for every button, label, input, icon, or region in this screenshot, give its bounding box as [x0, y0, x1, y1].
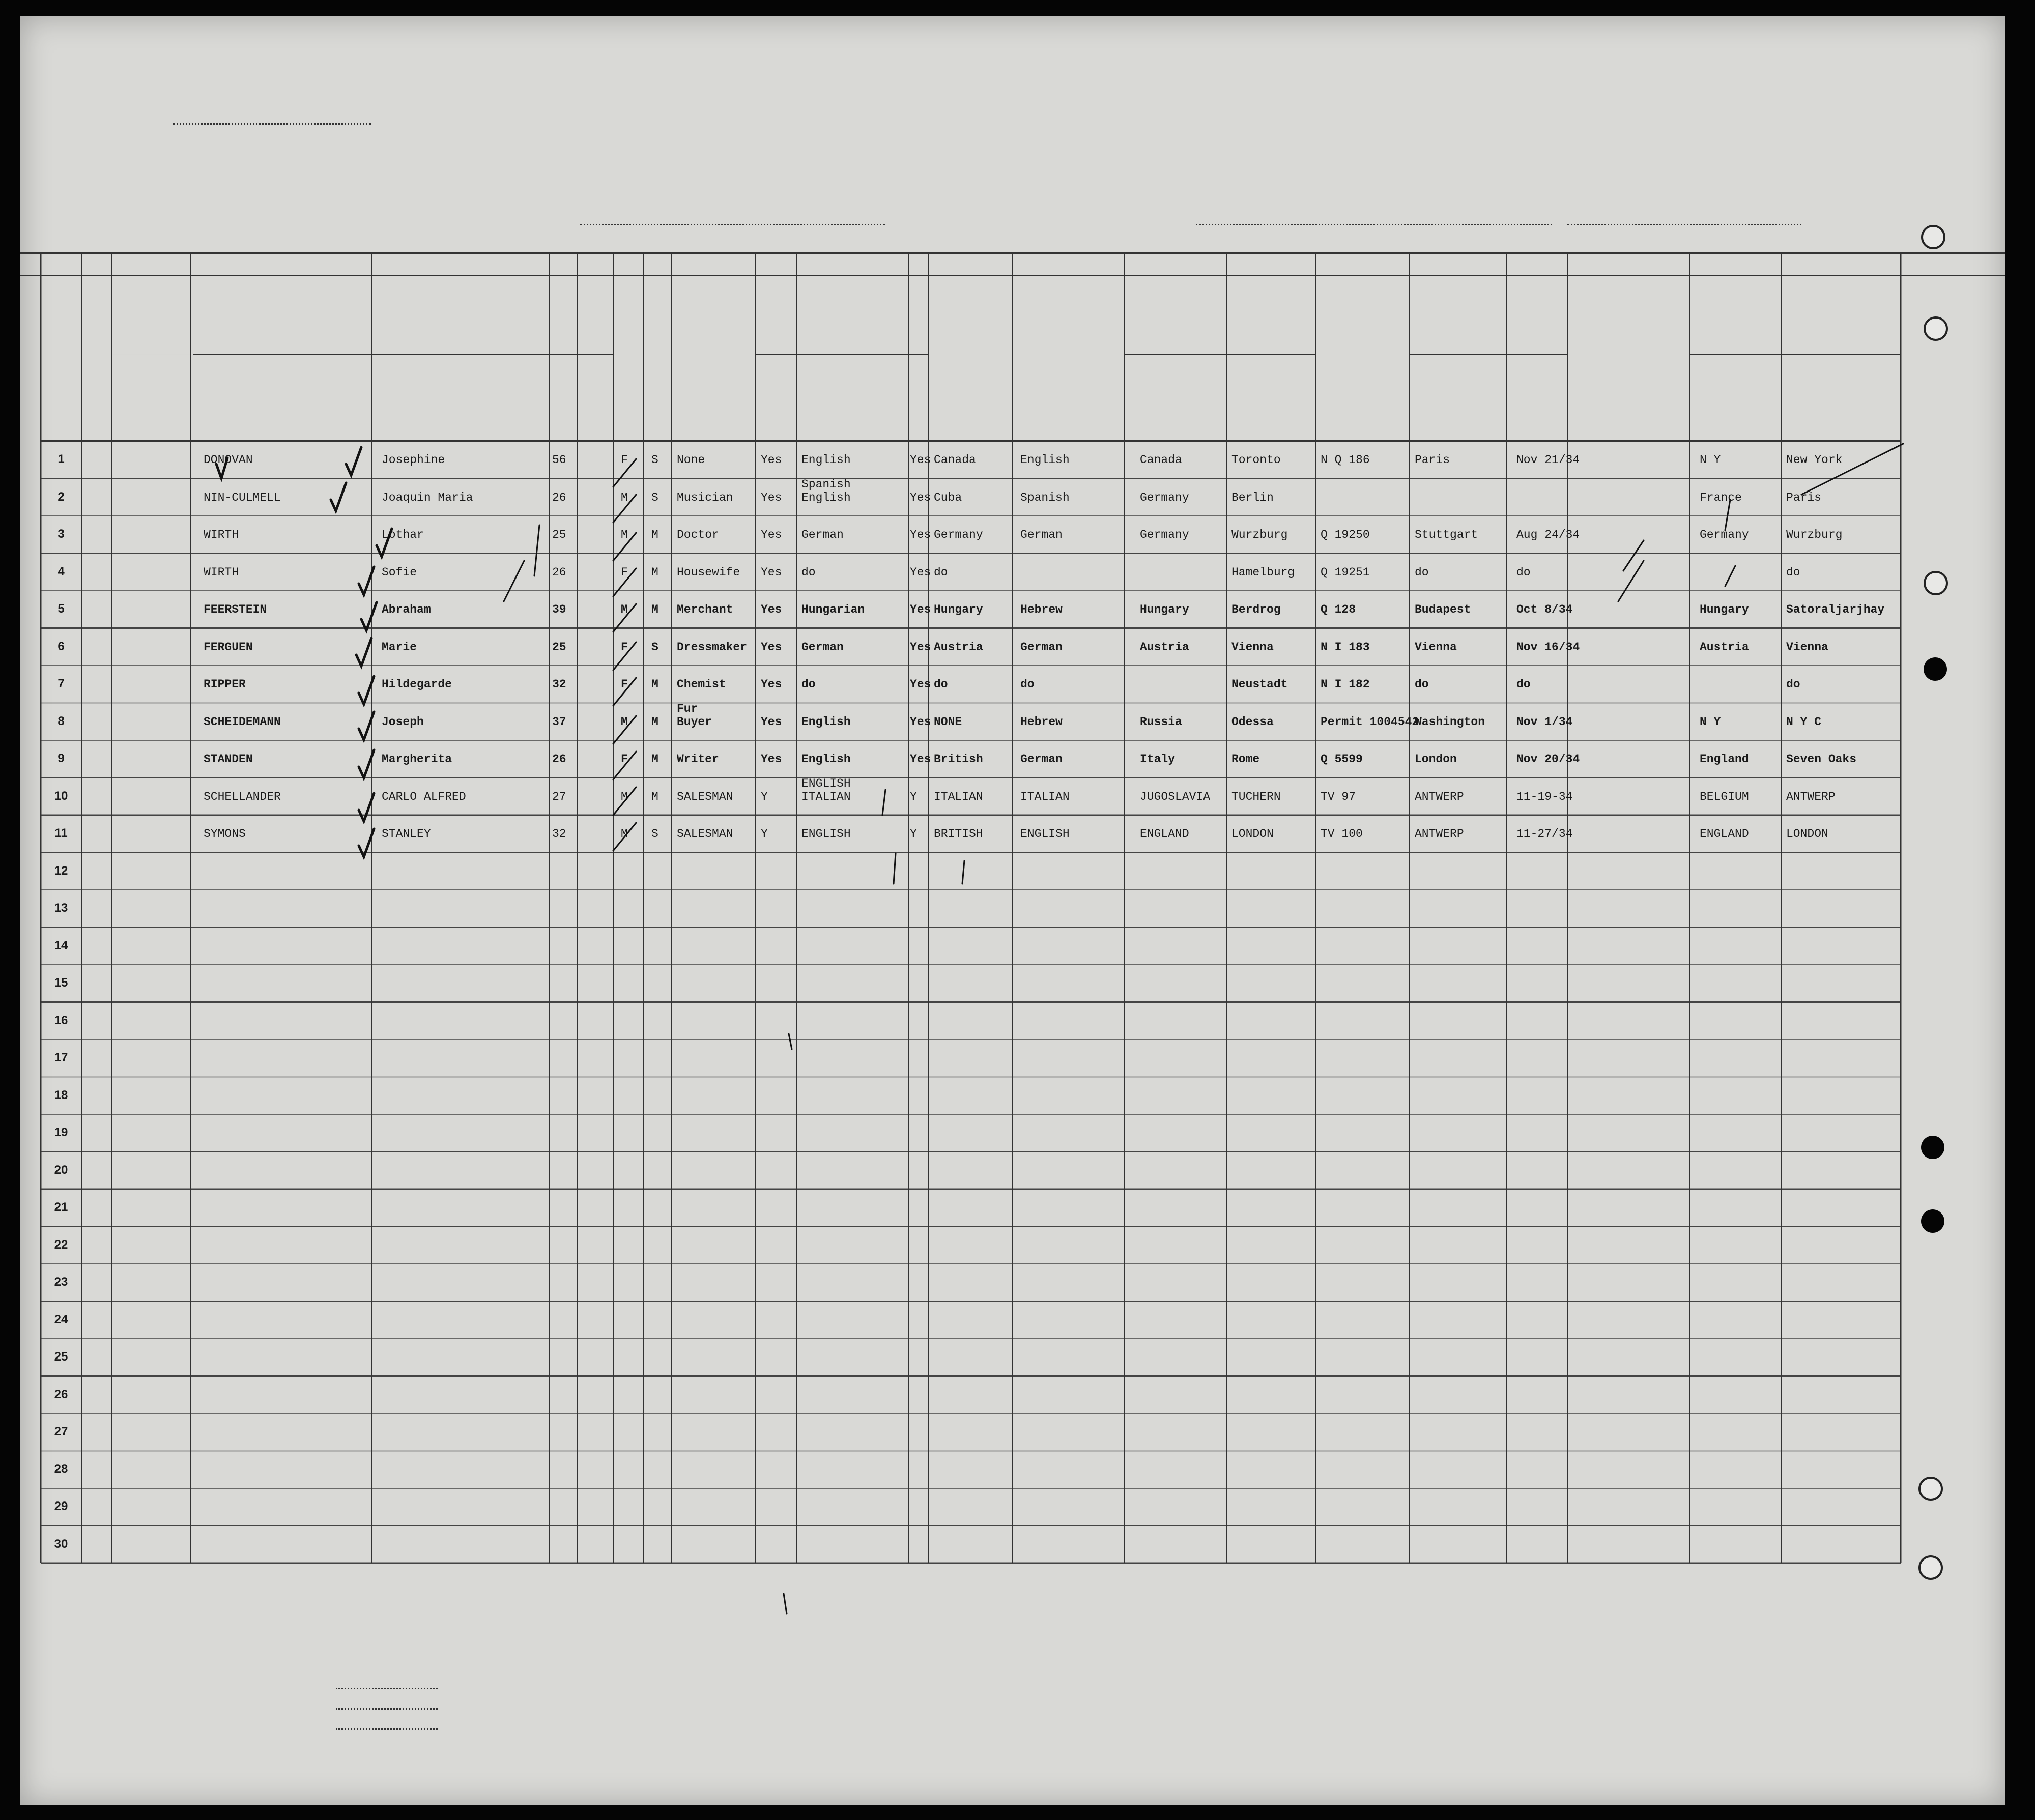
cell-age: 39 — [552, 603, 566, 616]
cell-write: Yes — [910, 453, 931, 467]
row-number: 19 — [54, 1125, 68, 1139]
pen-stroke — [359, 567, 374, 595]
cell-occupation: Dressmaker — [677, 640, 748, 654]
cell-family: SYMONS — [204, 827, 246, 841]
cell-res-city: Satoraljarjhay — [1786, 603, 1885, 616]
cell-language: Spanish English — [801, 477, 851, 504]
cell-issued-date: Nov 16/34 — [1516, 640, 1580, 654]
cell-age: 26 — [552, 490, 566, 504]
cell-write: Yes — [910, 490, 931, 504]
pen-stroke — [613, 459, 636, 487]
cell-sex: M — [621, 827, 628, 841]
cell-occupation: Merchant — [677, 603, 733, 616]
cell-res-country: ENGLAND — [1700, 827, 1749, 841]
cell-res-city: Vienna — [1786, 640, 1828, 654]
row-number: 12 — [54, 863, 68, 878]
pen-stroke — [359, 829, 374, 857]
cell-status: S — [651, 490, 658, 504]
pen-stroke — [789, 1034, 792, 1049]
cell-sex: F — [621, 678, 628, 691]
cell-read: Yes — [761, 453, 782, 467]
cell-birth-city: Vienna — [1231, 640, 1274, 654]
pen-stroke — [613, 823, 636, 851]
cell-family: SCHELLANDER — [204, 790, 281, 803]
cell-visa: Q 5599 — [1321, 753, 1363, 766]
pen-stroke — [613, 642, 636, 670]
cell-res-country: N Y — [1700, 453, 1721, 467]
cell-res-city: LONDON — [1786, 827, 1828, 841]
cell-read: Yes — [761, 603, 782, 616]
cell-visa: Q 128 — [1321, 603, 1356, 616]
cell-birth-city: Neustadt — [1231, 678, 1288, 691]
cell-status: M — [651, 790, 658, 803]
cell-issued-place: Budapest — [1415, 603, 1471, 616]
cell-occupation: Fur Buyer — [677, 702, 712, 729]
cell-visa: Q 19251 — [1321, 565, 1370, 579]
pen-stroke — [359, 712, 374, 740]
cell-birth-country: Hungary — [1140, 603, 1189, 616]
cell-status: M — [651, 565, 658, 579]
cell-write: Yes — [910, 715, 931, 729]
cell-nationality: do — [934, 678, 948, 691]
row-number: 8 — [58, 714, 65, 728]
cell-nationality: British — [934, 753, 983, 766]
cell-res-country: France — [1700, 490, 1742, 504]
cell-status: S — [651, 827, 658, 841]
cell-language: do — [801, 678, 816, 691]
cell-res-country: Austria — [1700, 640, 1749, 654]
pen-stroke — [613, 752, 636, 779]
cell-res-city: ANTWERP — [1786, 790, 1836, 803]
pen-stroke — [359, 676, 374, 704]
cell-read: Yes — [761, 753, 782, 766]
cell-nationality: do — [934, 565, 948, 579]
pen-stroke — [346, 447, 361, 475]
pen-stroke — [377, 529, 392, 557]
cell-birth-city: Hamelburg — [1231, 565, 1295, 579]
cell-status: M — [651, 753, 658, 766]
pen-stroke — [504, 561, 524, 601]
cell-nationality: Austria — [934, 640, 983, 654]
cell-age: 25 — [552, 640, 566, 654]
cell-given: Margherita — [382, 753, 452, 766]
cell-language: English — [801, 715, 851, 729]
cell-birth-country: Germany — [1140, 528, 1189, 541]
cell-occupation: Writer — [677, 753, 719, 766]
cell-given: Marie — [382, 640, 417, 654]
footer-line — [336, 1728, 438, 1730]
cell-res-city: Seven Oaks — [1786, 753, 1857, 766]
pen-stroke — [534, 525, 539, 576]
cell-language: German — [801, 640, 844, 654]
cell-race: German — [1020, 753, 1063, 766]
cell-issued-date: 11-19-34 — [1516, 790, 1573, 803]
cell-issued-place: Washington — [1415, 715, 1485, 729]
cell-nationality: BRITISH — [934, 827, 983, 841]
cell-res-city: Wurzburg — [1786, 528, 1843, 541]
cell-visa: N I 182 — [1321, 678, 1370, 691]
pen-stroke — [613, 787, 636, 815]
cell-visa: TV 97 — [1321, 790, 1356, 803]
cell-given: STANLEY — [382, 827, 431, 841]
cell-write: Y — [910, 827, 917, 841]
cell-language: ENGLISH — [801, 827, 851, 841]
cell-occupation: SALESMAN — [677, 827, 733, 841]
handwritten-marks — [20, 16, 2005, 1805]
cell-status: M — [651, 603, 658, 616]
cell-family: NIN-CULMELL — [204, 490, 281, 504]
cell-visa: N Q 186 — [1321, 453, 1370, 467]
cell-birth-city: TUCHERN — [1231, 790, 1281, 803]
cell-issued-date: Nov 1/34 — [1516, 715, 1573, 729]
row-number: 6 — [58, 639, 65, 653]
cell-occupation: Doctor — [677, 528, 719, 541]
cell-language: ENGLISH ITALIAN — [801, 776, 851, 803]
cell-nationality: ITALIAN — [934, 790, 983, 803]
cell-issued-place: ANTWERP — [1415, 790, 1464, 803]
cell-sex: M — [621, 715, 628, 729]
cell-age: 32 — [552, 827, 566, 841]
row-number: 16 — [54, 1013, 68, 1027]
row-number: 21 — [54, 1200, 68, 1214]
cell-issued-place: Stuttgart — [1415, 528, 1478, 541]
cell-given: Josephine — [382, 453, 445, 467]
row-number: 29 — [54, 1499, 68, 1513]
cell-birth-country: ENGLAND — [1140, 827, 1189, 841]
row-number: 26 — [54, 1387, 68, 1401]
cell-birth-country: Canada — [1140, 453, 1182, 467]
row-number: 22 — [54, 1237, 68, 1252]
cell-race: Hebrew — [1020, 715, 1063, 729]
pen-stroke — [613, 565, 636, 596]
cell-sex: F — [621, 565, 628, 579]
cell-birth-country: Austria — [1140, 640, 1189, 654]
cell-status: S — [651, 453, 658, 467]
pen-stroke — [361, 602, 377, 630]
cell-status: M — [651, 678, 658, 691]
cell-issued-date: 11-27/34 — [1516, 827, 1573, 841]
cell-nationality: NONE — [934, 715, 962, 729]
pen-stroke — [894, 853, 896, 884]
cell-age: 32 — [552, 678, 566, 691]
row-number: 14 — [54, 938, 68, 952]
row-number: 15 — [54, 976, 68, 990]
row-number: 7 — [58, 677, 65, 690]
cell-race: English — [1020, 453, 1070, 467]
pen-stroke — [359, 750, 374, 778]
cell-res-country: N Y — [1700, 715, 1721, 729]
pen-stroke — [1801, 444, 1903, 495]
row-number: 27 — [54, 1425, 68, 1438]
cell-write: Yes — [910, 678, 931, 691]
cell-write: Yes — [910, 640, 931, 654]
row-number: 17 — [54, 1051, 68, 1064]
cell-occupation: None — [677, 453, 705, 467]
cell-read: Yes — [761, 490, 782, 504]
pen-stroke — [1618, 561, 1644, 601]
cell-sex: F — [621, 753, 628, 766]
cell-read: Yes — [761, 565, 782, 579]
cell-age: 27 — [552, 790, 566, 803]
cell-family: WIRTH — [204, 528, 239, 541]
cell-nationality: Germany — [934, 528, 983, 541]
cell-read: Yes — [761, 640, 782, 654]
cell-write: Yes — [910, 528, 931, 541]
cell-race: Hebrew — [1020, 603, 1063, 616]
cell-issued-place: London — [1415, 753, 1457, 766]
cell-race: German — [1020, 528, 1063, 541]
cell-birth-country: Germany — [1140, 490, 1189, 504]
cell-nationality: Hungary — [934, 603, 983, 616]
cell-issued-date: do — [1516, 565, 1531, 579]
cell-family: RIPPER — [204, 678, 246, 691]
cell-issued-place: do — [1415, 565, 1429, 579]
cell-race: ITALIAN — [1020, 790, 1070, 803]
cell-birth-city: Odessa — [1231, 715, 1274, 729]
row-number: 3 — [58, 527, 65, 541]
cell-read: Yes — [761, 528, 782, 541]
cell-sex: M — [621, 490, 628, 504]
manifest-sheet — [20, 16, 2005, 1805]
pen-stroke — [613, 678, 636, 706]
cell-issued-date: do — [1516, 678, 1531, 691]
cell-visa: TV 100 — [1321, 827, 1363, 841]
cell-issued-place: ANTWERP — [1415, 827, 1464, 841]
cell-read: Yes — [761, 678, 782, 691]
row-number: 30 — [54, 1537, 68, 1551]
cell-write: Y — [910, 790, 917, 803]
cell-res-city: New York — [1786, 453, 1843, 467]
cell-family: SCHEIDEMANN — [204, 715, 281, 729]
cell-nationality: Canada — [934, 453, 976, 467]
cell-read: Y — [761, 827, 768, 841]
cell-sex: M — [621, 790, 628, 803]
pen-stroke — [613, 495, 636, 523]
pen-stroke — [1725, 566, 1735, 586]
cell-read: Y — [761, 790, 768, 803]
cell-issued-place: do — [1415, 678, 1429, 691]
pen-stroke — [613, 533, 636, 561]
cell-birth-city: Wurzburg — [1231, 528, 1288, 541]
footer-line — [336, 1708, 438, 1710]
cell-family: DONOVAN — [204, 453, 253, 467]
cell-birth-city: Berlin — [1231, 490, 1274, 504]
cell-visa: N I 183 — [1321, 640, 1370, 654]
cell-sex: M — [621, 528, 628, 541]
cell-language: German — [801, 528, 844, 541]
cell-sex: F — [621, 453, 628, 467]
cell-issued-date: Oct 8/34 — [1516, 603, 1573, 616]
cell-res-country: England — [1700, 753, 1749, 766]
cell-birth-country: Russia — [1140, 715, 1182, 729]
cell-language: do — [801, 565, 816, 579]
pen-stroke — [359, 793, 374, 821]
cell-nationality: Cuba — [934, 490, 962, 504]
row-number: 2 — [58, 489, 65, 504]
cell-age: 25 — [552, 528, 566, 541]
cell-given: Sofie — [382, 565, 417, 579]
cell-res-city: N Y C — [1786, 715, 1822, 729]
cell-occupation: Chemist — [677, 678, 726, 691]
cell-family: FEERSTEIN — [204, 603, 267, 616]
cell-birth-country: Italy — [1140, 753, 1176, 766]
cell-birth-city: Toronto — [1231, 453, 1281, 467]
row-number: 10 — [54, 789, 68, 803]
cell-write: Yes — [910, 603, 931, 616]
cell-age: 26 — [552, 565, 566, 579]
cell-given: Joseph — [382, 715, 424, 729]
row-number: 1 — [58, 452, 65, 466]
cell-read: Yes — [761, 715, 782, 729]
pen-stroke — [1725, 500, 1730, 530]
row-number: 25 — [54, 1350, 68, 1364]
cell-res-country: Germany — [1700, 528, 1749, 541]
pen-stroke — [613, 716, 636, 744]
cell-given: Lothar — [382, 528, 424, 541]
row-number: 23 — [54, 1275, 68, 1289]
cell-family: FERGUEN — [204, 640, 253, 654]
cell-issued-date: Aug 24/34 — [1516, 528, 1580, 541]
pen-stroke — [613, 604, 636, 632]
cell-birth-city: LONDON — [1231, 827, 1274, 841]
cell-res-country: Hungary — [1700, 603, 1749, 616]
cell-issued-date: Nov 20/34 — [1516, 753, 1580, 766]
cell-visa: Q 19250 — [1321, 528, 1370, 541]
cell-issued-place: Paris — [1415, 453, 1450, 467]
cell-family: STANDEN — [204, 753, 253, 766]
cell-age: 37 — [552, 715, 566, 729]
cell-res-city: do — [1786, 678, 1800, 691]
pen-stroke — [216, 458, 227, 478]
cell-language: English — [801, 453, 851, 467]
row-number: 11 — [54, 826, 68, 840]
cell-issued-date: Nov 21/34 — [1516, 453, 1580, 467]
cell-occupation: SALESMAN — [677, 790, 733, 803]
row-number: 24 — [54, 1312, 68, 1326]
cell-issued-place: Vienna — [1415, 640, 1457, 654]
cell-write: Yes — [910, 753, 931, 766]
cell-status: M — [651, 528, 658, 541]
row-number: 18 — [54, 1088, 68, 1102]
cell-visa: Permit 1004542 — [1321, 715, 1419, 729]
row-number: 5 — [58, 602, 65, 616]
cell-race: ENGLISH — [1020, 827, 1070, 841]
cell-birth-city: Berdrog — [1231, 603, 1281, 616]
cell-given: Joaquin Maria — [382, 490, 473, 504]
cell-sex: M — [621, 603, 628, 616]
pen-stroke — [882, 790, 885, 815]
cell-status: S — [651, 640, 658, 654]
cell-family: WIRTH — [204, 565, 239, 579]
row-number: 9 — [58, 752, 65, 765]
cell-write: Yes — [910, 565, 931, 579]
row-number: 13 — [54, 901, 68, 915]
cell-language: English — [801, 753, 851, 766]
cell-age: 56 — [552, 453, 566, 467]
row-number: 20 — [54, 1163, 68, 1177]
cell-given: CARLO ALFRED — [382, 790, 466, 803]
cell-race: Spanish — [1020, 490, 1070, 504]
cell-res-city: Paris — [1786, 490, 1822, 504]
cell-birth-country: JUGOSLAVIA — [1140, 790, 1211, 803]
pen-stroke — [356, 638, 371, 666]
pen-stroke — [331, 483, 346, 511]
footer-line — [336, 1688, 438, 1689]
row-number: 4 — [58, 564, 65, 579]
pen-stroke — [962, 861, 964, 884]
cell-occupation: Musician — [677, 490, 733, 504]
pen-stroke — [784, 1594, 787, 1614]
cell-occupation: Housewife — [677, 565, 740, 579]
cell-given: Hildegarde — [382, 678, 452, 691]
cell-status: M — [651, 715, 658, 729]
cell-age: 26 — [552, 753, 566, 766]
cell-race: German — [1020, 640, 1063, 654]
cell-res-city: do — [1786, 565, 1800, 579]
cell-language: Hungarian — [801, 603, 865, 616]
cell-given: Abraham — [382, 603, 431, 616]
cell-res-country: BELGIUM — [1700, 790, 1749, 803]
cell-race: do — [1020, 678, 1035, 691]
row-number: 28 — [54, 1462, 68, 1476]
cell-birth-city: Rome — [1231, 753, 1260, 766]
cell-sex: F — [621, 640, 628, 654]
